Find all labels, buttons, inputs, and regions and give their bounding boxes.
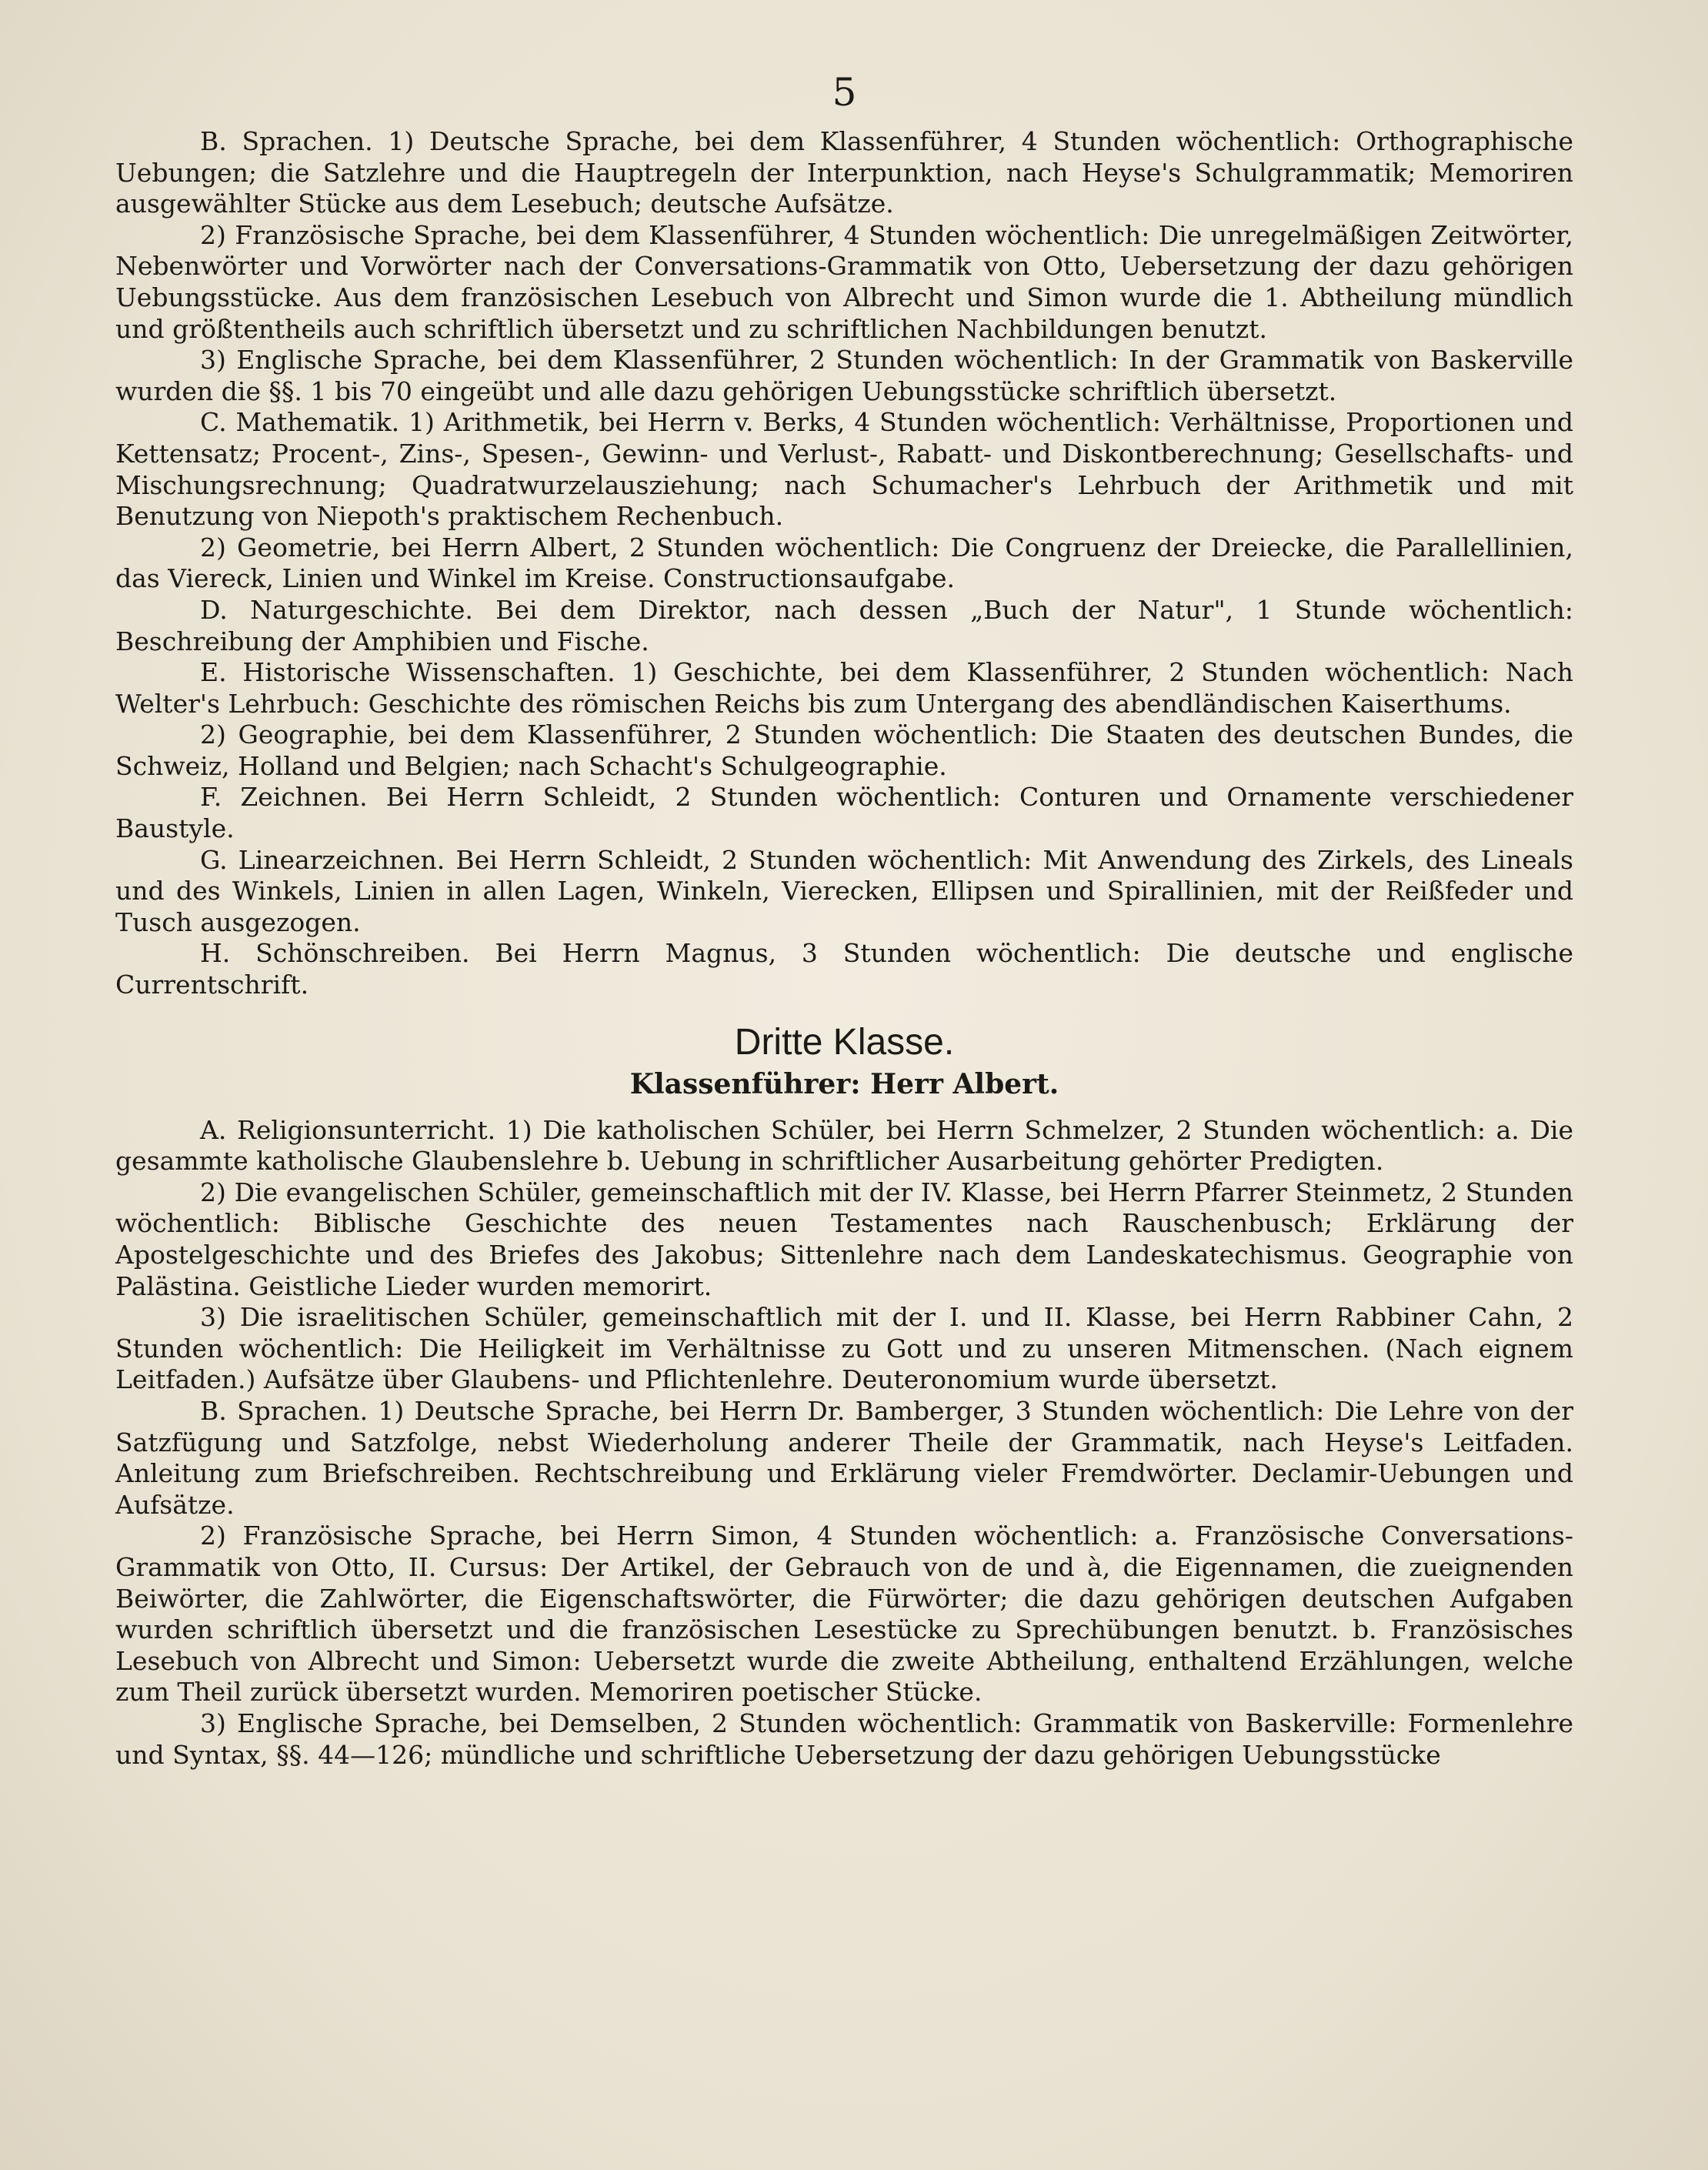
paragraph-naturgeschichte: D. Naturgeschichte. Bei dem Direktor, nach dessen „Buch der Natur", 1 Stunde wöchentlich: Beschreibung der Amphibien und Fische. [115, 594, 1573, 656]
top-section [115, 126, 1573, 1001]
paragraph-geographie: 2) Geographie, bei dem Klassenführer, 2 Stunden wöchentlich: Die Staaten des deutschen Bundes, die Schweiz, Holland und Belgien; nach Schacht's Schulgeographie. [115, 719, 1573, 781]
paragraph-mathematik: C. Mathematik. 1) Arithmetik, bei Herrn v. Berks, 4 Stunden wöchentlich: Verhältnisse, Proportionen und Kettensatz; Procent-, Zins-, Spesen-, Gewinn- und Verlust-, Rabatt- und Diskontberechnung; Gesellschafts- und Mischungsrechnung; Quadratwurzelausziehung; nach Schumacher's Lehrbuch der Arithmetik und mit Benutzung von Niepoth's praktischem Rechenbuch. [115, 407, 1573, 532]
section-title: Dritte Klasse. [734, 1021, 955, 1063]
paragraph-sprachen: B. Sprachen. 1) Deutsche Sprache, bei dem Klassenführer, 4 Stunden wöchentlich: Orthographische Uebungen; die Satzlehre und die Hauptregeln der Interpunktion, nach Heyse's Schulgrammatik; Memoriren ausgewählter Stücke aus dem Lesebuch; deutsche Aufsätze. [115, 126, 1573, 219]
paragraph-zeichnen: F. Zeichnen. Bei Herrn Schleidt, 2 Stunden wöchentlich: Conturen und Ornamente verschiedener Baustyle. [115, 782, 1573, 844]
paragraph-sprachen-dritte: B. Sprachen. 1) Deutsche Sprache, bei Herrn Dr. Bamberger, 3 Stunden wöchentlich: Die Lehre von der Satzfügung und Satzfolge, nebst Wiederholung anderer Theile der Grammatik, nach Heyse's Leitfaden. Anleitung zum Briefschreiben. Rechtschreibung und Erklärung vieler Fremdwörter. Declamir-Uebungen und Aufsätze. [115, 1395, 1573, 1520]
paragraph-linearzeichnen: G. Linearzeichnen. Bei Herrn Schleidt, 2 Stunden wöchentlich: Mit Anwendung des Zirkels, des Lineals und des Winkels, Linien in allen Lagen, Winkeln, Vierecken, Ellipsen und Spirallinien, mit der Reißfeder und Tusch ausgezogen. [115, 844, 1573, 937]
paragraph-englisch: 3) Englische Sprache, bei dem Klassenführer, 2 Stunden wöchentlich: In der Grammatik von Baskerville wurden die §§. 1 bis 70 eingeübt und alle dazu gehörigen Uebungsstücke schriftlich übersetzt. [115, 345, 1573, 406]
paragraph-schoenschreiben: H. Schönschreiben. Bei Herrn Magnus, 3 Stunden wöchentlich: Die deutsche und englische Currentschrift. [115, 938, 1573, 1000]
section-subtitle: Klassenführer: Herr Albert. [629, 1067, 1059, 1100]
page-number: 5 [832, 70, 857, 115]
paragraph-geometrie: 2) Geometrie, bei Herrn Albert, 2 Stunden wöchentlich: Die Congruenz der Dreiecke, die Parallellinien, das Viereck, Linien und Winkel im Kreise. Constructionsaufgabe. [115, 532, 1573, 594]
paragraph-evangelische-schueler: 2) Die evangelischen Schüler, gemeinschaftlich mit der IV. Klasse, bei Herrn Pfarrer Steinmetz, 2 Stunden wöchentlich: Biblische Geschichte des neuen Testamentes nach Rauschenbusch; Erklärung der Apostelgeschichte und des Briefes des Jakobus; Sittenlehre nach dem Landeskatechismus. Geographie von Palästina. Geistliche Lieder wurden memorirt. [115, 1177, 1573, 1301]
paragraph-religionsunterricht: A. Religionsunterricht. 1) Die katholischen Schüler, bei Herrn Schmelzer, 2 Stunden wöchentlich: a. Die gesammte katholische Glaubenslehre b. Uebung in schriftlicher Ausarbeitung gehörter Predigten. [115, 1114, 1573, 1177]
bottom-section [115, 1115, 1573, 1771]
paragraph-franzoesisch: 2) Französische Sprache, bei dem Klassenführer, 4 Stunden wöchentlich: Die unregelmäßigen Zeitwörter, Nebenwörter und Vorwörter nach der Conversations-Grammatik von Otto, Uebersetzung der dazu gehörigen Uebungsstücke. Aus dem französischen Lesebuch von Albrecht und Simon wurde die 1. Abtheilung mündlich und größtentheils auch schriftlich übersetzt und zu schriftlichen Nachbildungen benutzt. [115, 219, 1573, 344]
paragraph-israelitische-schueler: 3) Die israelitischen Schüler, gemeinschaftlich mit der I. und II. Klasse, bei Herrn Rabbiner Cahn, 2 Stunden wöchentlich: Die Heiligkeit im Verhältnisse zu Gott und zu unseren Mitmenschen. (Nach eignem Leitfaden.) Aufsätze über Glaubens- und Pflichtenlehre. Deuteronomium wurde übersetzt. [115, 1302, 1573, 1395]
paragraph-historische-wissenschaften: E. Historische Wissenschaften. 1) Geschichte, bei dem Klassenführer, 2 Stunden wöchentlich: Nach Welter's Lehrbuch: Geschichte des römischen Reichs bis zum Untergang des abendländischen Kaiserthums. [115, 657, 1573, 719]
paragraph-franzoesisch-dritte: 2) Französische Sprache, bei Herrn Simon, 4 Stunden wöchentlich: a. Französische Conversations-Grammatik von Otto, II. Cursus: Der Artikel, der Gebrauch von de und à, die Eigennamen, die zueignenden Beiwörter, die Zahlwörter, die Eigenschaftswörter, die Fürwörter; die dazu gehörigen deutschen Aufgaben wurden schriftlich übersetzt und die französischen Lesestücke zu Sprechübungen benutzt. b. Französisches Lesebuch von Albrecht und Simon: Uebersetzt wurde die zweite Abtheilung, enthaltend Erzählungen, welche zum Theil zurück übersetzt wurden. Memoriren poetischer Stücke. [115, 1521, 1573, 1708]
paragraph-englisch-dritte: 3) Englische Sprache, bei Demselben, 2 Stunden wöchentlich: Grammatik von Baskerville: Formenlehre und Syntax, §§. 44—126; mündliche und schriftliche Uebersetzung der dazu gehörigen Uebungsstücke [115, 1708, 1573, 1770]
